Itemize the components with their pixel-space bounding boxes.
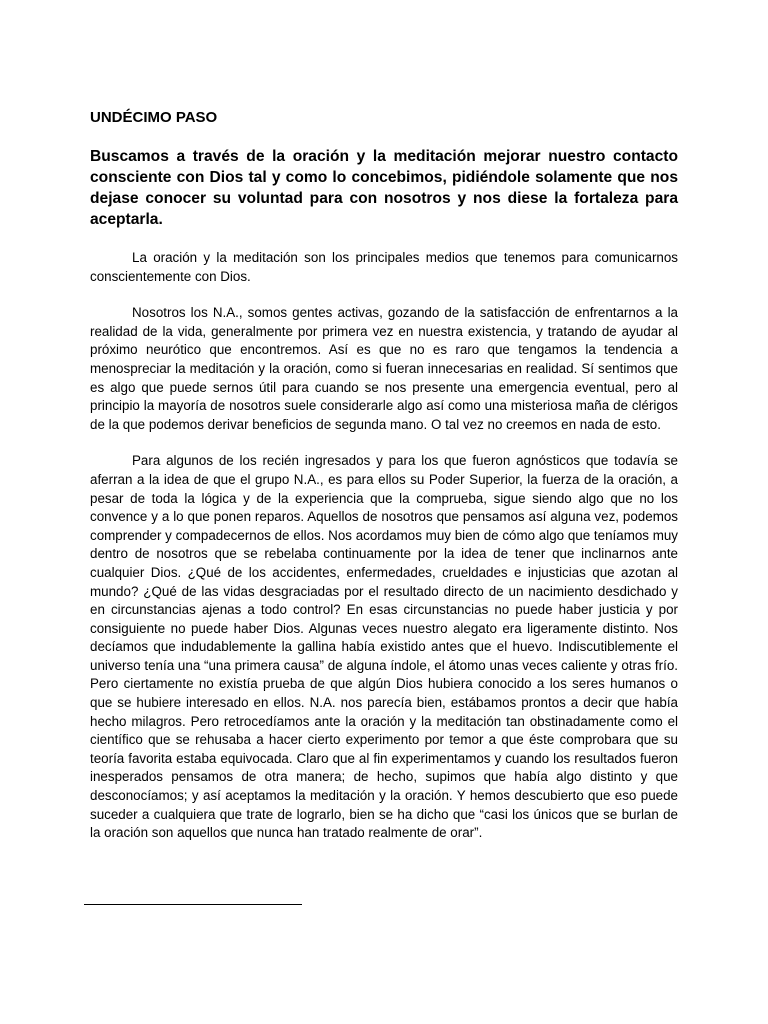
page-title: UNDÉCIMO PASO	[90, 109, 218, 126]
step-statement: Buscamos a través de la oración y la meditación mejorar nuestro contacto consciente con Dios tal y como lo concebimos, pidiéndole solamente que nos dejase conocer su voluntad para con nosotros y nos diese la fortaleza para aceptarla.	[90, 148, 678, 228]
footnote-divider	[84, 904, 302, 905]
paragraph-2: Nosotros los N.A., somos gentes activas, gozando de la satisfacción de enfrentarnos a la realidad de la vida, generalmente por primera vez en nuestra existencia, y tratando de ayudar al próximo neurótico que encontremos. Así es que no es raro que tengamos la tendencia a menospreciar la meditación y la oración, como si fueran innecesarias en realidad. Sí sentimos que es algo que puede sernos útil para cuando se nos presente una emergencia eventual, pero al principio la mayoría de nosotros suele considerarle algo así como una misteriosa maña de clérigos de la que podemos derivar beneficios de segunda mano. O tal vez no creemos en nada de esto.	[90, 305, 678, 432]
document-page	[90, 108, 678, 861]
paragraph-3: Para algunos de los recién ingresados y para los que fueron agnósticos que todavía se aferran a la idea de que el grupo N.A., es para ellos su Poder Superior, la fuerza de la oración, a pesar de toda la lógica y de la experiencia que la comprueba, sigue siendo algo que no los convence y a lo que ponen reparos. Aquellos de nosotros que pensamos así alguna vez, podemos comprender y compadecernos de ellos. Nos acordamos muy bien de cómo algo que teníamos muy dentro de nosotros que se rebelaba continuamente por la idea de tener que inclinarnos ante cualquier Dios. ¿Qué de los accidentes, enfermedades, crueldades e injusticias que azotan al mundo? ¿Qué de las vidas desgraciadas por el resultado directo de un nacimiento desdichado y en circunstancias ajenas a todo control? En esas circunstancias no puede haber justicia y por consiguiente no puede haber Dios. Algunas veces nuestro alegato era ligeramente distinto. Nos decíamos que indudablemente la gallina había existido antes que el huevo. Indiscutiblemente el universo tenía una “una primera causa” de alguna índole, el átomo unas veces caliente y otras frío. Pero ciertamente no existía prueba de que algún Dios hubiera conocido a los seres humanos o que se hubiere interesado en ellos. N.A. nos parecía bien, estábamos prontos a decir que había hecho milagros. Pero retrocedíamos ante la oración y la meditación tan obstinadamente como el científico que se rehusaba a hacer cierto experimento por temor a que éste comprobara que su teoría favorita estaba equivocada. Claro que al fin experimentamos y cuando los resultados fueron inesperados pensamos de otra manera; de hecho, supimos que había algo distinto y que desconocíamos; y así aceptamos la meditación y la oración. Y hemos descubierto que eso puede suceder a cualquiera que trate de lograrlo, bien se ha dicho que “casi los únicos que se burlan de la oración son aquellos que nunca han tratado realmente de orar”.	[90, 453, 679, 841]
paragraph-1: La oración y la meditación son los principales medios que tenemos para comunicarnos conscientemente con Dios.	[90, 250, 678, 284]
